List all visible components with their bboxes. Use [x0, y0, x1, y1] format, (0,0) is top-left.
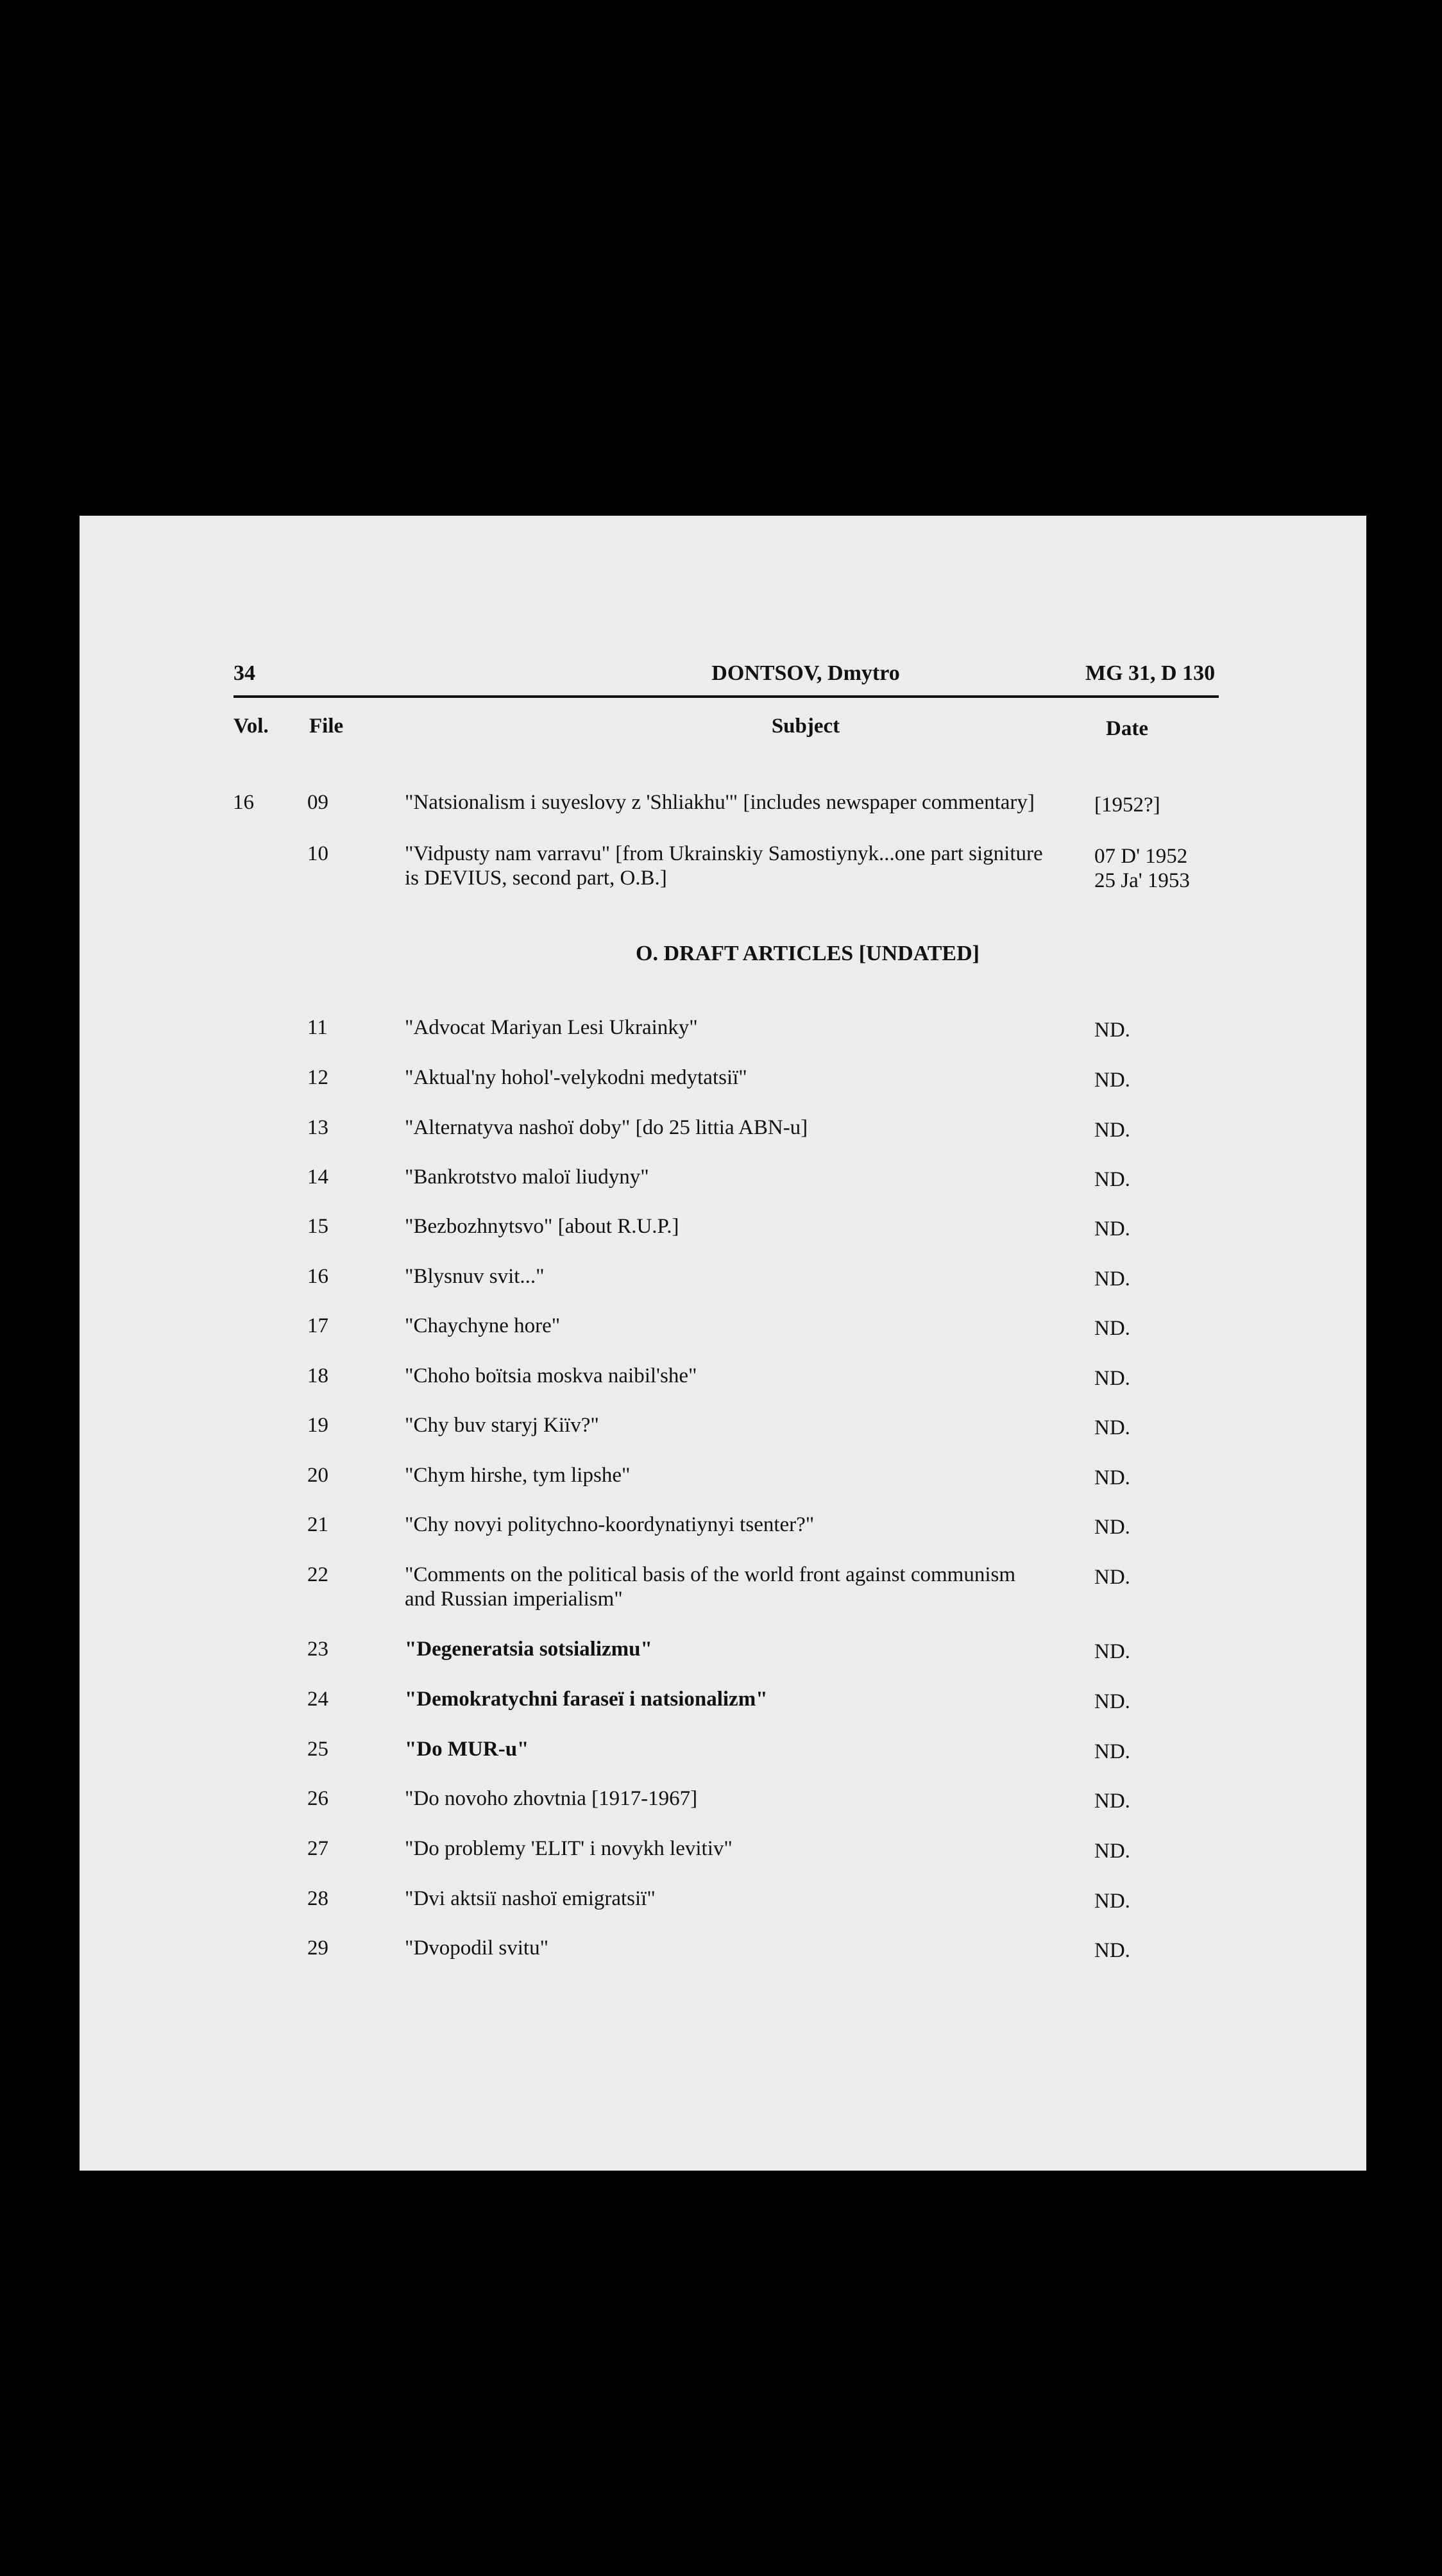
row-file: 10: [307, 842, 328, 865]
row-date: ND.: [1094, 1890, 1130, 1913]
row-date: ND.: [1094, 1790, 1130, 1813]
row-date: ND.: [1094, 1566, 1130, 1589]
row-date: [1952?]: [1094, 793, 1160, 817]
column-header-vol: Vol.: [233, 715, 269, 738]
page-title: DONTSOV, Dmytro: [711, 661, 900, 685]
row-file: 24: [307, 1688, 328, 1711]
row-subject: "Demokratychni faraseï i natsionalizm": [405, 1688, 768, 1711]
row-date: ND.: [1094, 1939, 1130, 1962]
row-file: 15: [307, 1215, 328, 1238]
row-file: 28: [307, 1887, 328, 1910]
row-file: 19: [307, 1414, 328, 1437]
row-subject: "Blysnuv svit...": [405, 1265, 545, 1288]
row-date: ND.: [1094, 1367, 1130, 1390]
row-date: ND.: [1094, 1516, 1130, 1539]
row-file: 16: [307, 1265, 328, 1288]
row-subject-line1: "Vidpusty nam varravu" [from Ukrainskiy Samostiynyk...one part signiture: [405, 842, 1043, 865]
row-file: 20: [307, 1464, 328, 1487]
row-subject: "Dvopodil svitu": [405, 1936, 549, 1960]
row-date: ND.: [1094, 1119, 1130, 1142]
row-date: ND.: [1094, 1168, 1130, 1191]
section-title: O. DRAFT ARTICLES [UNDATED]: [636, 942, 980, 965]
row-date: ND.: [1094, 1217, 1130, 1241]
column-header-date: Date: [1106, 717, 1148, 740]
row-date: ND.: [1094, 1019, 1130, 1042]
reference-number: MG 31, D 130: [1085, 661, 1216, 685]
row-subject: "Natsionalism i suyeslovy z 'Shliakhu'" [includes newspaper commentary]: [405, 791, 1035, 814]
row-file: 29: [307, 1936, 328, 1960]
row-file: 23: [307, 1638, 328, 1661]
header-rule: [233, 695, 1219, 698]
row-date: ND.: [1094, 1640, 1130, 1663]
column-header-subject: Subject: [771, 715, 840, 738]
row-subject: "Alternatyva nashoï doby" [do 25 littia ABN-u]: [405, 1116, 808, 1139]
page-number: 34: [233, 661, 255, 685]
row-date: ND.: [1094, 1840, 1130, 1863]
row-file: 11: [307, 1016, 328, 1039]
row-date: ND.: [1094, 1740, 1130, 1763]
row-subject: "Chaychyne hore": [405, 1314, 561, 1337]
row-subject: "Chy buv staryj Kiïv?": [405, 1414, 599, 1437]
row-date-line2: 25 Ja' 1953: [1094, 869, 1190, 892]
row-file: 22: [307, 1563, 328, 1586]
column-header-file: File: [309, 715, 344, 738]
row-subject: "Bankrotstvo maloï liudyny": [405, 1165, 649, 1189]
row-vol: 16: [233, 791, 254, 814]
row-subject: "Do MUR-u": [405, 1738, 529, 1761]
row-subject-line2: is DEVIUS, second part, O.B.]: [405, 867, 667, 890]
row-date: ND.: [1094, 1317, 1130, 1340]
row-subject-line2: and Russian imperialism": [405, 1588, 623, 1611]
row-file: 27: [307, 1837, 328, 1860]
row-date: ND.: [1094, 1416, 1130, 1439]
row-file: 25: [307, 1738, 328, 1761]
row-date: ND.: [1094, 1466, 1130, 1489]
row-file: 26: [307, 1787, 328, 1810]
row-subject: "Choho boïtsia moskva naibil'she": [405, 1364, 697, 1387]
row-file: 13: [307, 1116, 328, 1139]
row-subject: "Aktual'ny hohol'-velykodni medytatsiï": [405, 1066, 747, 1089]
row-subject: "Dvi aktsiï nashoï emigratsiï": [405, 1887, 656, 1910]
row-file: 17: [307, 1314, 328, 1337]
row-subject: "Advocat Mariyan Lesi Ukrainky": [405, 1016, 698, 1039]
document-page: [80, 516, 1366, 2171]
row-date-line1: 07 D' 1952: [1094, 845, 1188, 868]
row-file: 21: [307, 1513, 328, 1536]
row-file: 14: [307, 1165, 328, 1189]
row-subject: "Degeneratsia sotsializmu": [405, 1638, 652, 1661]
row-subject: "Do problemy 'ELIT' i novykh levitiv": [405, 1837, 733, 1860]
row-date: ND.: [1094, 1690, 1130, 1713]
row-file: 18: [307, 1364, 328, 1387]
row-date: ND.: [1094, 1069, 1130, 1092]
row-subject: "Chy novyi politychno-koordynatiynyi tsenter?": [405, 1513, 815, 1536]
row-file: 09: [307, 791, 328, 814]
row-subject: "Bezbozhnytsvo" [about R.U.P.]: [405, 1215, 679, 1238]
row-file: 12: [307, 1066, 328, 1089]
row-date: ND.: [1094, 1267, 1130, 1291]
row-subject: "Chym hirshe, tym lipshe": [405, 1464, 631, 1487]
row-subject: "Do novoho zhovtnia [1917-1967]: [405, 1787, 698, 1810]
row-subject-line1: "Comments on the political basis of the world front against communism: [405, 1563, 1016, 1586]
